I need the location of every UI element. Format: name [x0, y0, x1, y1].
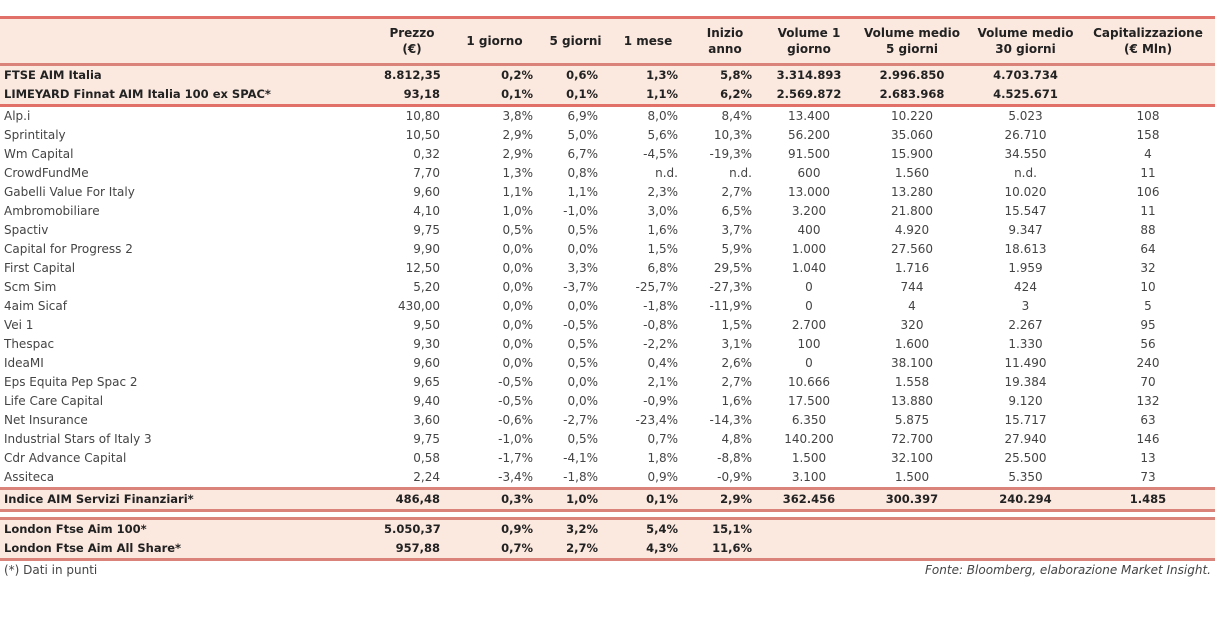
row-label: LIMEYARD Finnat AIM Italia 100 ex SPAC* — [0, 85, 380, 106]
cell: -4,1% — [563, 451, 598, 465]
spacer — [0, 511, 1215, 519]
cell: -0,9% — [643, 394, 678, 408]
cell: 0,9% — [647, 470, 678, 484]
cell: 15,1% — [690, 519, 764, 540]
row-label: Thespac — [4, 337, 55, 351]
cell — [970, 539, 1085, 560]
cell: 95 — [1140, 318, 1156, 332]
cell: 32.100 — [891, 451, 933, 465]
cell: -0,5% — [498, 394, 533, 408]
row-label: Ambromobiliare — [4, 204, 100, 218]
row-label: Capital for Progress 2 — [4, 242, 133, 256]
cell: 0,0% — [502, 280, 533, 294]
cell: 9,75 — [413, 432, 440, 446]
cell: -27,3% — [709, 280, 752, 294]
cell: 1,0% — [502, 204, 533, 218]
table-row — [0, 430, 1215, 449]
cell: 0,0% — [502, 261, 533, 275]
cell: 100 — [797, 337, 821, 351]
cell: 6,8% — [647, 261, 678, 275]
table-row — [0, 468, 1215, 489]
cell: 11,6% — [690, 539, 764, 560]
cell: 5.350 — [1008, 470, 1043, 484]
cell: 0,58 — [413, 451, 440, 465]
cell: 18.613 — [1004, 242, 1047, 256]
cell — [764, 519, 858, 540]
cell: 9,60 — [413, 185, 440, 199]
cell: 10,3% — [713, 128, 752, 142]
cell: 158 — [1136, 128, 1160, 142]
row-label: Wm Capital — [4, 147, 74, 161]
cell: 1,3% — [610, 65, 690, 86]
cell: 2,6% — [721, 356, 752, 370]
row-label: Net Insurance — [4, 413, 88, 427]
cell: 0,1% — [545, 85, 610, 106]
footer — [0, 563, 1211, 578]
cell: 11 — [1140, 166, 1156, 180]
cell: 0,8% — [567, 166, 598, 180]
cell: 3.314.893 — [764, 65, 858, 86]
cell: 424 — [1014, 280, 1037, 294]
cell: 0,7% — [647, 432, 678, 446]
cell: 26.710 — [1004, 128, 1047, 142]
cell: 3,2% — [545, 519, 610, 540]
row-label: Assiteca — [4, 470, 55, 484]
cell: 0,0% — [567, 242, 598, 256]
spacer-cell — [0, 511, 1215, 519]
cell: 88 — [1140, 223, 1156, 237]
cell: 0 — [805, 280, 813, 294]
table-row — [0, 373, 1215, 392]
cell: 1,3% — [502, 166, 533, 180]
row-label: CrowdFundMe — [4, 166, 89, 180]
cell: 3.200 — [791, 204, 827, 218]
table-row — [0, 316, 1215, 335]
cell: 0,0% — [567, 299, 598, 313]
cell: 4.703.734 — [970, 65, 1085, 86]
cell: 0,0% — [502, 242, 533, 256]
column-header — [0, 18, 380, 65]
table-row — [0, 145, 1215, 164]
cell: 4.525.671 — [970, 85, 1085, 106]
cell: 3,3% — [567, 261, 598, 275]
cell: 140.200 — [784, 432, 834, 446]
cell: 56 — [1140, 337, 1156, 351]
cell: 15.717 — [1004, 413, 1047, 427]
cell: 400 — [797, 223, 821, 237]
table-row — [0, 449, 1215, 468]
cell: 21.800 — [891, 204, 933, 218]
cell: 0,5% — [567, 432, 598, 446]
cell: 9,50 — [413, 318, 440, 332]
cell: 9,30 — [413, 337, 440, 351]
cell: 32 — [1140, 261, 1156, 275]
cell: 430,00 — [398, 299, 440, 313]
table-row — [0, 392, 1215, 411]
cell: 0,1% — [610, 489, 690, 511]
cell: 1,1% — [502, 185, 533, 199]
london-index-row — [0, 519, 1215, 540]
cell: 5,9% — [721, 242, 752, 256]
cell: 8,0% — [647, 109, 678, 123]
cell: 1,6% — [721, 394, 752, 408]
london-index-row — [0, 539, 1215, 560]
cell: -3,4% — [498, 470, 533, 484]
cell: 4,3% — [610, 539, 690, 560]
cell: 3 — [1021, 299, 1030, 313]
cell: 5,4% — [610, 519, 690, 540]
cell: -25,7% — [635, 280, 678, 294]
cell: 9,40 — [413, 394, 440, 408]
row-label: Scm Sim — [4, 280, 57, 294]
cell: 0 — [805, 299, 813, 313]
cell: 240.294 — [970, 489, 1085, 511]
cell: 9,60 — [413, 356, 440, 370]
table-row — [0, 164, 1215, 183]
cell: 5.023 — [1008, 109, 1043, 123]
cell: -4,5% — [643, 147, 678, 161]
cell: 73 — [1140, 470, 1156, 484]
cell: 27.560 — [891, 242, 933, 256]
cell: 10,80 — [405, 109, 440, 123]
cell: 146 — [1136, 432, 1160, 446]
cell: 0,0% — [502, 318, 533, 332]
cell: 13.400 — [788, 109, 830, 123]
cell: 2,7% — [545, 539, 610, 560]
cell: 240 — [1136, 356, 1160, 370]
cell: 1.500 — [894, 470, 930, 484]
index-row — [0, 65, 1215, 86]
cell: 1,1% — [610, 85, 690, 106]
table-row — [0, 202, 1215, 221]
cell: 132 — [1136, 394, 1160, 408]
cell: 8.812,35 — [380, 65, 448, 86]
cell: -8,8% — [717, 451, 752, 465]
row-label: Spactiv — [4, 223, 49, 237]
cell: 2.700 — [791, 318, 827, 332]
cell: 0,6% — [545, 65, 610, 86]
row-label: London Ftse Aim All Share* — [0, 539, 380, 560]
cell: -0,5% — [563, 318, 598, 332]
cell: 3.100 — [791, 470, 827, 484]
table-row — [0, 335, 1215, 354]
cell: n.d. — [655, 166, 678, 180]
cell: 5 — [1144, 299, 1152, 313]
cell: n.d. — [729, 166, 752, 180]
cell: 5,0% — [567, 128, 598, 142]
column-header: 1 giorno — [448, 18, 545, 65]
cell: 0,7% — [448, 539, 545, 560]
cell: 7,70 — [413, 166, 440, 180]
cell: 2,9% — [502, 147, 533, 161]
row-label: Vei 1 — [4, 318, 34, 332]
row-label: Indice AIM Servizi Finanziari* — [0, 489, 380, 511]
column-header: Prezzo (€) — [380, 18, 448, 65]
cell: 0,4% — [647, 356, 678, 370]
cell: 4,10 — [413, 204, 440, 218]
cell: 4 — [908, 299, 916, 313]
cell: 0,0% — [502, 356, 533, 370]
row-label: FTSE AIM Italia — [0, 65, 380, 86]
cell: 11 — [1140, 204, 1156, 218]
cell: 1.716 — [894, 261, 930, 275]
cell: -14,3% — [709, 413, 752, 427]
table-row — [0, 240, 1215, 259]
table-row — [0, 278, 1215, 297]
cell: 1.000 — [791, 242, 827, 256]
cell: 0,0% — [502, 337, 533, 351]
cell: 1.485 — [1085, 489, 1215, 511]
cell: 600 — [797, 166, 821, 180]
column-header: Capitalizzazione (€ Mln) — [1085, 18, 1215, 65]
footnote: (*) Dati in punti — [4, 563, 98, 577]
cell: 1,5% — [647, 242, 678, 256]
cell: 5.050,37 — [380, 519, 448, 540]
cell: 362.456 — [764, 489, 858, 511]
cell: 13.880 — [891, 394, 933, 408]
cell: 5,20 — [413, 280, 440, 294]
table-row — [0, 126, 1215, 145]
cell: 10.666 — [788, 375, 830, 389]
cell — [764, 539, 858, 560]
cell: 12,50 — [405, 261, 440, 275]
cell: 1,8% — [647, 451, 678, 465]
cell: -23,4% — [635, 413, 678, 427]
cell: 2.569.872 — [764, 85, 858, 106]
cell — [858, 519, 970, 540]
cell: -0,9% — [717, 470, 752, 484]
cell: 29,5% — [713, 261, 752, 275]
cell: 108 — [1136, 109, 1160, 123]
cell: 1.558 — [894, 375, 930, 389]
cell: 0,1% — [448, 85, 545, 106]
column-header: Volume 1 giorno — [764, 18, 858, 65]
cell: -19,3% — [709, 147, 752, 161]
cell: 0 — [805, 356, 813, 370]
cell — [1085, 85, 1215, 106]
cell: 2,9% — [502, 128, 533, 142]
aim-market-table — [0, 16, 1215, 561]
cell: 5,6% — [647, 128, 678, 142]
cell — [1085, 519, 1215, 540]
cell: 9,90 — [413, 242, 440, 256]
cell — [858, 539, 970, 560]
cell: 9.347 — [1008, 223, 1043, 237]
cell: 10.020 — [1004, 185, 1047, 199]
cell: 1,1% — [567, 185, 598, 199]
cell: 6.350 — [791, 413, 827, 427]
cell: 1.330 — [1008, 337, 1043, 351]
cell: 0,5% — [567, 337, 598, 351]
table-row — [0, 259, 1215, 278]
cell — [970, 519, 1085, 540]
cell: 2,7% — [721, 375, 752, 389]
cell: -1,0% — [563, 204, 598, 218]
cell: 9,75 — [413, 223, 440, 237]
header-row — [0, 18, 1215, 65]
source-note: Fonte: Bloomberg, elaborazione Market Insight. — [925, 563, 1211, 577]
index-row — [0, 85, 1215, 106]
cell: 1.959 — [1008, 261, 1043, 275]
cell: 13.280 — [891, 185, 933, 199]
cell: -2,2% — [643, 337, 678, 351]
row-label: IdeaMI — [4, 356, 44, 370]
cell: 1,0% — [545, 489, 610, 511]
cell: -1,0% — [498, 432, 533, 446]
table-row — [0, 221, 1215, 240]
cell: -2,7% — [563, 413, 598, 427]
cell — [1085, 65, 1215, 86]
column-header: Volume medio 30 giorni — [970, 18, 1085, 65]
cell: 4 — [1144, 147, 1152, 161]
cell: 4,8% — [721, 432, 752, 446]
cell: 0,32 — [413, 147, 440, 161]
table-row — [0, 183, 1215, 202]
cell: 11.490 — [1004, 356, 1047, 370]
sector-index-row — [0, 489, 1215, 511]
cell: 56.200 — [788, 128, 830, 142]
cell: 0,5% — [567, 223, 598, 237]
cell: 13 — [1140, 451, 1156, 465]
cell: 5,8% — [690, 65, 764, 86]
row-label: 4aim Sicaf — [4, 299, 67, 313]
cell: 957,88 — [380, 539, 448, 560]
cell: -1,8% — [643, 299, 678, 313]
cell: -0,8% — [643, 318, 678, 332]
cell: 1.560 — [894, 166, 930, 180]
cell: 106 — [1136, 185, 1160, 199]
cell: 3,8% — [502, 109, 533, 123]
table-row — [0, 106, 1215, 127]
cell: 2.267 — [1008, 318, 1043, 332]
cell: -0,6% — [498, 413, 533, 427]
row-label: Alp.i — [4, 109, 31, 123]
cell: 9.120 — [1008, 394, 1043, 408]
cell: 0,0% — [567, 394, 598, 408]
cell: 3,60 — [413, 413, 440, 427]
cell: -3,7% — [563, 280, 598, 294]
row-label: Eps Equita Pep Spac 2 — [4, 375, 138, 389]
column-header: 5 giorni — [545, 18, 610, 65]
cell: 17.500 — [788, 394, 830, 408]
cell: 10 — [1140, 280, 1156, 294]
cell: 0,0% — [502, 299, 533, 313]
cell: 300.397 — [858, 489, 970, 511]
cell: 2,1% — [647, 375, 678, 389]
cell: 3,0% — [647, 204, 678, 218]
cell: 0,5% — [502, 223, 533, 237]
column-header: Volume medio 5 giorni — [858, 18, 970, 65]
cell: n.d. — [1014, 166, 1037, 180]
cell: -0,5% — [498, 375, 533, 389]
column-header: 1 mese — [610, 18, 690, 65]
cell: 2,3% — [647, 185, 678, 199]
row-label: Life Care Capital — [4, 394, 104, 408]
cell: -1,8% — [563, 470, 598, 484]
market-table-container — [0, 16, 1215, 561]
cell: 0,2% — [448, 65, 545, 86]
cell: 6,5% — [721, 204, 752, 218]
cell: 1.600 — [894, 337, 930, 351]
cell: 27.940 — [1004, 432, 1047, 446]
cell: 1,6% — [647, 223, 678, 237]
cell: 0,5% — [567, 356, 598, 370]
cell: 4.920 — [894, 223, 930, 237]
cell: 93,18 — [380, 85, 448, 106]
cell: 64 — [1140, 242, 1156, 256]
cell: 2.996.850 — [858, 65, 970, 86]
cell: 35.060 — [891, 128, 933, 142]
cell: 1.500 — [791, 451, 827, 465]
cell: 13.000 — [788, 185, 830, 199]
cell: 5.875 — [894, 413, 930, 427]
cell: 15.900 — [891, 147, 933, 161]
cell: 38.100 — [891, 356, 933, 370]
cell: 1,5% — [721, 318, 752, 332]
cell: 1.040 — [791, 261, 827, 275]
cell: 0,9% — [448, 519, 545, 540]
cell: 34.550 — [1004, 147, 1047, 161]
table-row — [0, 297, 1215, 316]
row-label: Industrial Stars of Italy 3 — [4, 432, 152, 446]
cell: 3,1% — [721, 337, 752, 351]
cell: 70 — [1140, 375, 1156, 389]
cell: 6,9% — [567, 109, 598, 123]
cell: 91.500 — [788, 147, 830, 161]
cell: 744 — [900, 280, 924, 294]
cell: 6,2% — [690, 85, 764, 106]
row-label: Gabelli Value For Italy — [4, 185, 135, 199]
cell: -11,9% — [709, 299, 752, 313]
cell: 6,7% — [567, 147, 598, 161]
cell — [1085, 539, 1215, 560]
cell: 15.547 — [1004, 204, 1047, 218]
cell: 25.500 — [1004, 451, 1047, 465]
cell: 10,50 — [405, 128, 440, 142]
cell: 2.683.968 — [858, 85, 970, 106]
cell: 10.220 — [891, 109, 933, 123]
cell: 3,7% — [721, 223, 752, 237]
cell: 486,48 — [380, 489, 448, 511]
row-label: Cdr Advance Capital — [4, 451, 127, 465]
cell: 0,3% — [448, 489, 545, 511]
cell: 2,7% — [721, 185, 752, 199]
row-label: First Capital — [4, 261, 76, 275]
column-header: Inizio anno — [690, 18, 764, 65]
cell: 72.700 — [891, 432, 933, 446]
cell: 2,9% — [690, 489, 764, 511]
cell: -1,7% — [498, 451, 533, 465]
row-label: Sprintitaly — [4, 128, 66, 142]
row-label: London Ftse Aim 100* — [0, 519, 380, 540]
cell: 19.384 — [1004, 375, 1047, 389]
table-row — [0, 411, 1215, 430]
cell: 9,65 — [413, 375, 440, 389]
table-row — [0, 354, 1215, 373]
cell: 63 — [1140, 413, 1156, 427]
cell: 320 — [900, 318, 924, 332]
cell: 2,24 — [413, 470, 440, 484]
cell: 8,4% — [721, 109, 752, 123]
cell: 0,0% — [567, 375, 598, 389]
